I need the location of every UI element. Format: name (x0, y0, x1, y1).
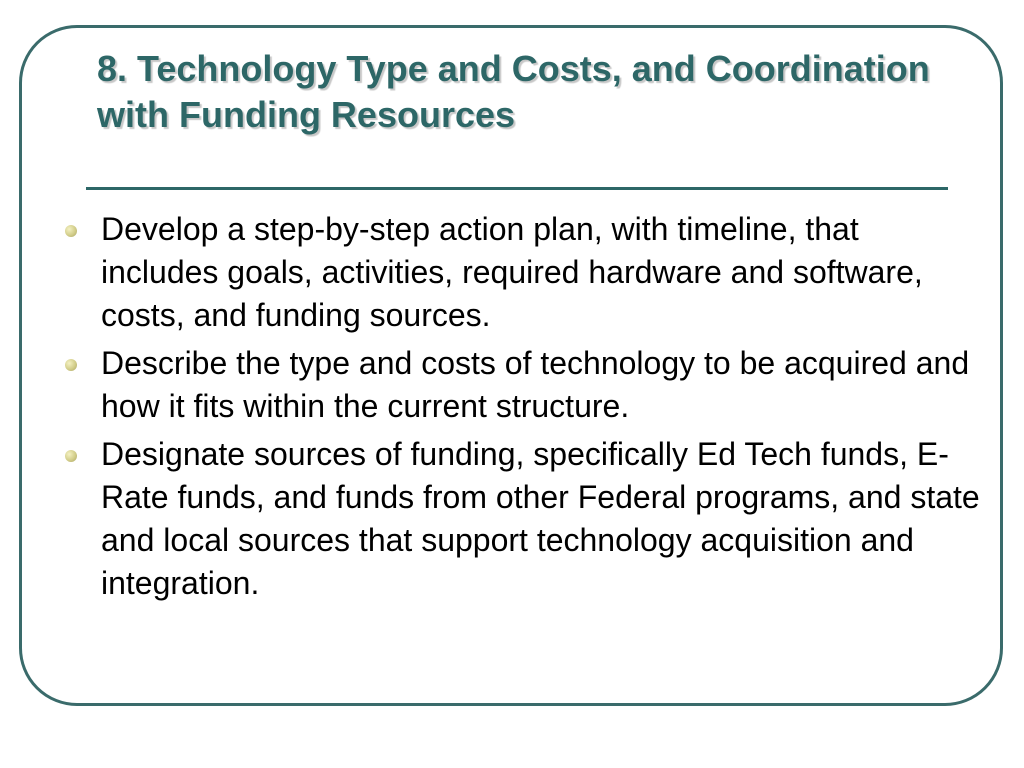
bullet-text: Describe the type and costs of technology to be acquired and how it fits within the current structure. (101, 345, 970, 424)
bullet-dot-icon (65, 225, 77, 237)
bullet-text: Designate sources of funding, specifically Ed Tech funds, E-Rate funds, and funds from other Federal programs, and state and local sources that support technology acquisition and integration. (101, 436, 980, 601)
title-underline (86, 187, 948, 190)
bullet-text: Develop a step-by-step action plan, with timeline, that includes goals, activities, required hardware and software, costs, and funding sources. (101, 211, 923, 333)
bullet-list (101, 208, 981, 610)
bullet-dot-icon (65, 450, 77, 462)
bullet-item (101, 342, 981, 428)
bullet-item (101, 433, 981, 605)
slide-title: 8. Technology Type and Costs, and Coordination with Funding Resources (97, 48, 930, 135)
bullet-dot-icon (65, 359, 77, 371)
bullet-item (101, 208, 981, 337)
